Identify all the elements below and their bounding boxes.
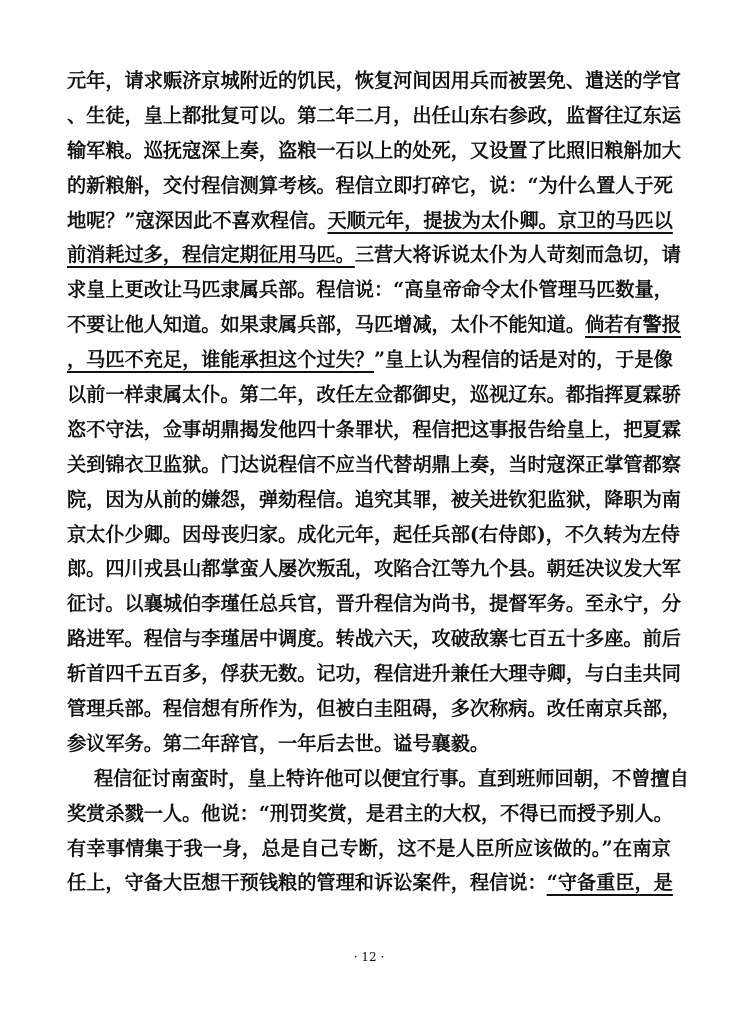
- text-line: [67, 64, 681, 99]
- text-line: [67, 727, 671, 762]
- text-segment: 路进军。程信与李瑾居中调度。转战六天，攻破敌寨七百五十多座。前后: [67, 627, 681, 651]
- text-line: [67, 378, 681, 413]
- text-line: [67, 134, 681, 169]
- text-segment: 院，因为从前的嫌怨，弹劾程信。追究其罪，被关进钦犯监狱，降职为南: [67, 487, 681, 511]
- text-segment: 管理兵部。程信想有所作为，但被白圭阻碍，多次称病。改任南京兵部，: [67, 697, 681, 721]
- text-segment: 郎。四川戎县山都掌蛮人屡次叛乱，攻陷合江等九个县。朝廷决议发大军: [67, 557, 681, 581]
- text-line: [67, 448, 681, 483]
- text-segment: 地呢？”寇深因此不喜欢程信。: [67, 208, 328, 232]
- text-segment: 输军粮。巡抚寇深上奏，盗粮一石以上的处死，又设置了比照旧粮斛加大: [67, 138, 681, 162]
- text-line: [67, 762, 689, 797]
- text-segment: 关到锦衣卫监狱。门达说程信不应当代替胡鼎上奏，当时寇深正掌管都察: [67, 452, 681, 476]
- text-segment: 奖赏杀戮一人。他说：“刑罚奖赏，是君主的大权，不得已而授予别人。: [67, 801, 673, 825]
- text-segment: 有幸事情集于我一身，总是自己专断，这不是人臣所应该做的。”在南京: [67, 836, 671, 860]
- body-text: [67, 64, 689, 901]
- text-segment: 京太仆少卿。因母丧归家。成化元年，起任兵部(右侍郎)，不久转为左侍: [67, 522, 680, 546]
- text-line: [67, 866, 671, 901]
- text-segment: 程信征讨南蛮时，皇上特许他可以便宜行事。直到班师回朝，不曾擅自: [94, 766, 689, 790]
- text-segment: 不要让他人知道。如果隶属兵部，马匹增减，太仆不能知道。: [67, 313, 586, 337]
- text-segment: 斩首四千五百多，俘获无数。记功，程信进升兼任大理寺卿，与白圭共同: [67, 662, 681, 686]
- text-segment: 征讨。以襄城伯李瑾任总兵官，晋升程信为尚书，提督军务。至永宁，分: [67, 592, 681, 616]
- underlined-text: ，马匹不充足，谁能承担这个过失？: [67, 348, 374, 372]
- text-line: [67, 273, 671, 308]
- text-line: [67, 622, 681, 657]
- text-line: [67, 552, 681, 587]
- text-segment: 的新粮斛，交付程信测算考核。程信立即打碎它，说：“为什么置人于死: [67, 173, 673, 197]
- text-line: [67, 518, 680, 553]
- text-line: [67, 832, 671, 867]
- text-segment: 任上，守备大臣想干预钱粮的管理和诉讼案件，程信说：: [67, 871, 547, 895]
- text-segment: 恣不守法，佥事胡鼎揭发他四十条罪状，程信把这事报告给皇上，把夏霖: [67, 417, 681, 441]
- text-segment: 、生徒，皇上都批复可以。第二年二月，出任山东右参政，监督往辽东运: [67, 103, 681, 127]
- underlined-text: 前消耗过多，程信定期征用马匹。: [67, 243, 355, 267]
- text-line: [67, 204, 671, 239]
- text-line: [67, 343, 671, 378]
- text-line: [67, 587, 681, 622]
- underlined-text: 倘若有警报: [585, 313, 681, 337]
- text-line: [67, 657, 681, 692]
- text-line: [67, 169, 671, 204]
- text-line: [67, 238, 681, 273]
- text-segment: 求皇上更改让马匹隶属兵部。程信说：“高皇帝命令太仆管理马匹数量，: [67, 278, 673, 302]
- text-line: [67, 308, 681, 343]
- text-line: [67, 413, 681, 448]
- text-segment: 参议军务。第二年辞官，一年后去世。谥号襄毅。: [67, 731, 490, 755]
- text-segment: 元年，请求赈济京城附近的饥民，恢复河间因用兵而被罢免、遣送的学官: [67, 69, 681, 92]
- page-number: · 12 ·: [353, 950, 385, 964]
- text-segment: 三营大将诉说太仆为人苛刻而急切，请: [354, 243, 681, 267]
- text-line: [67, 483, 681, 518]
- text-segment: ”皇上认为程信的话是对的，于是像: [374, 348, 673, 372]
- text-line: [67, 797, 671, 832]
- text-line: [67, 99, 681, 134]
- underlined-text: “守备重臣，是: [546, 871, 673, 895]
- text-line: [67, 692, 681, 727]
- text-segment: 以前一样隶属太仆。第二年，改任左佥都御史，巡视辽东。都指挥夏霖骄: [67, 383, 681, 407]
- underlined-text: 天顺元年，提拔为太仆卿。京卫的马匹以: [327, 208, 673, 232]
